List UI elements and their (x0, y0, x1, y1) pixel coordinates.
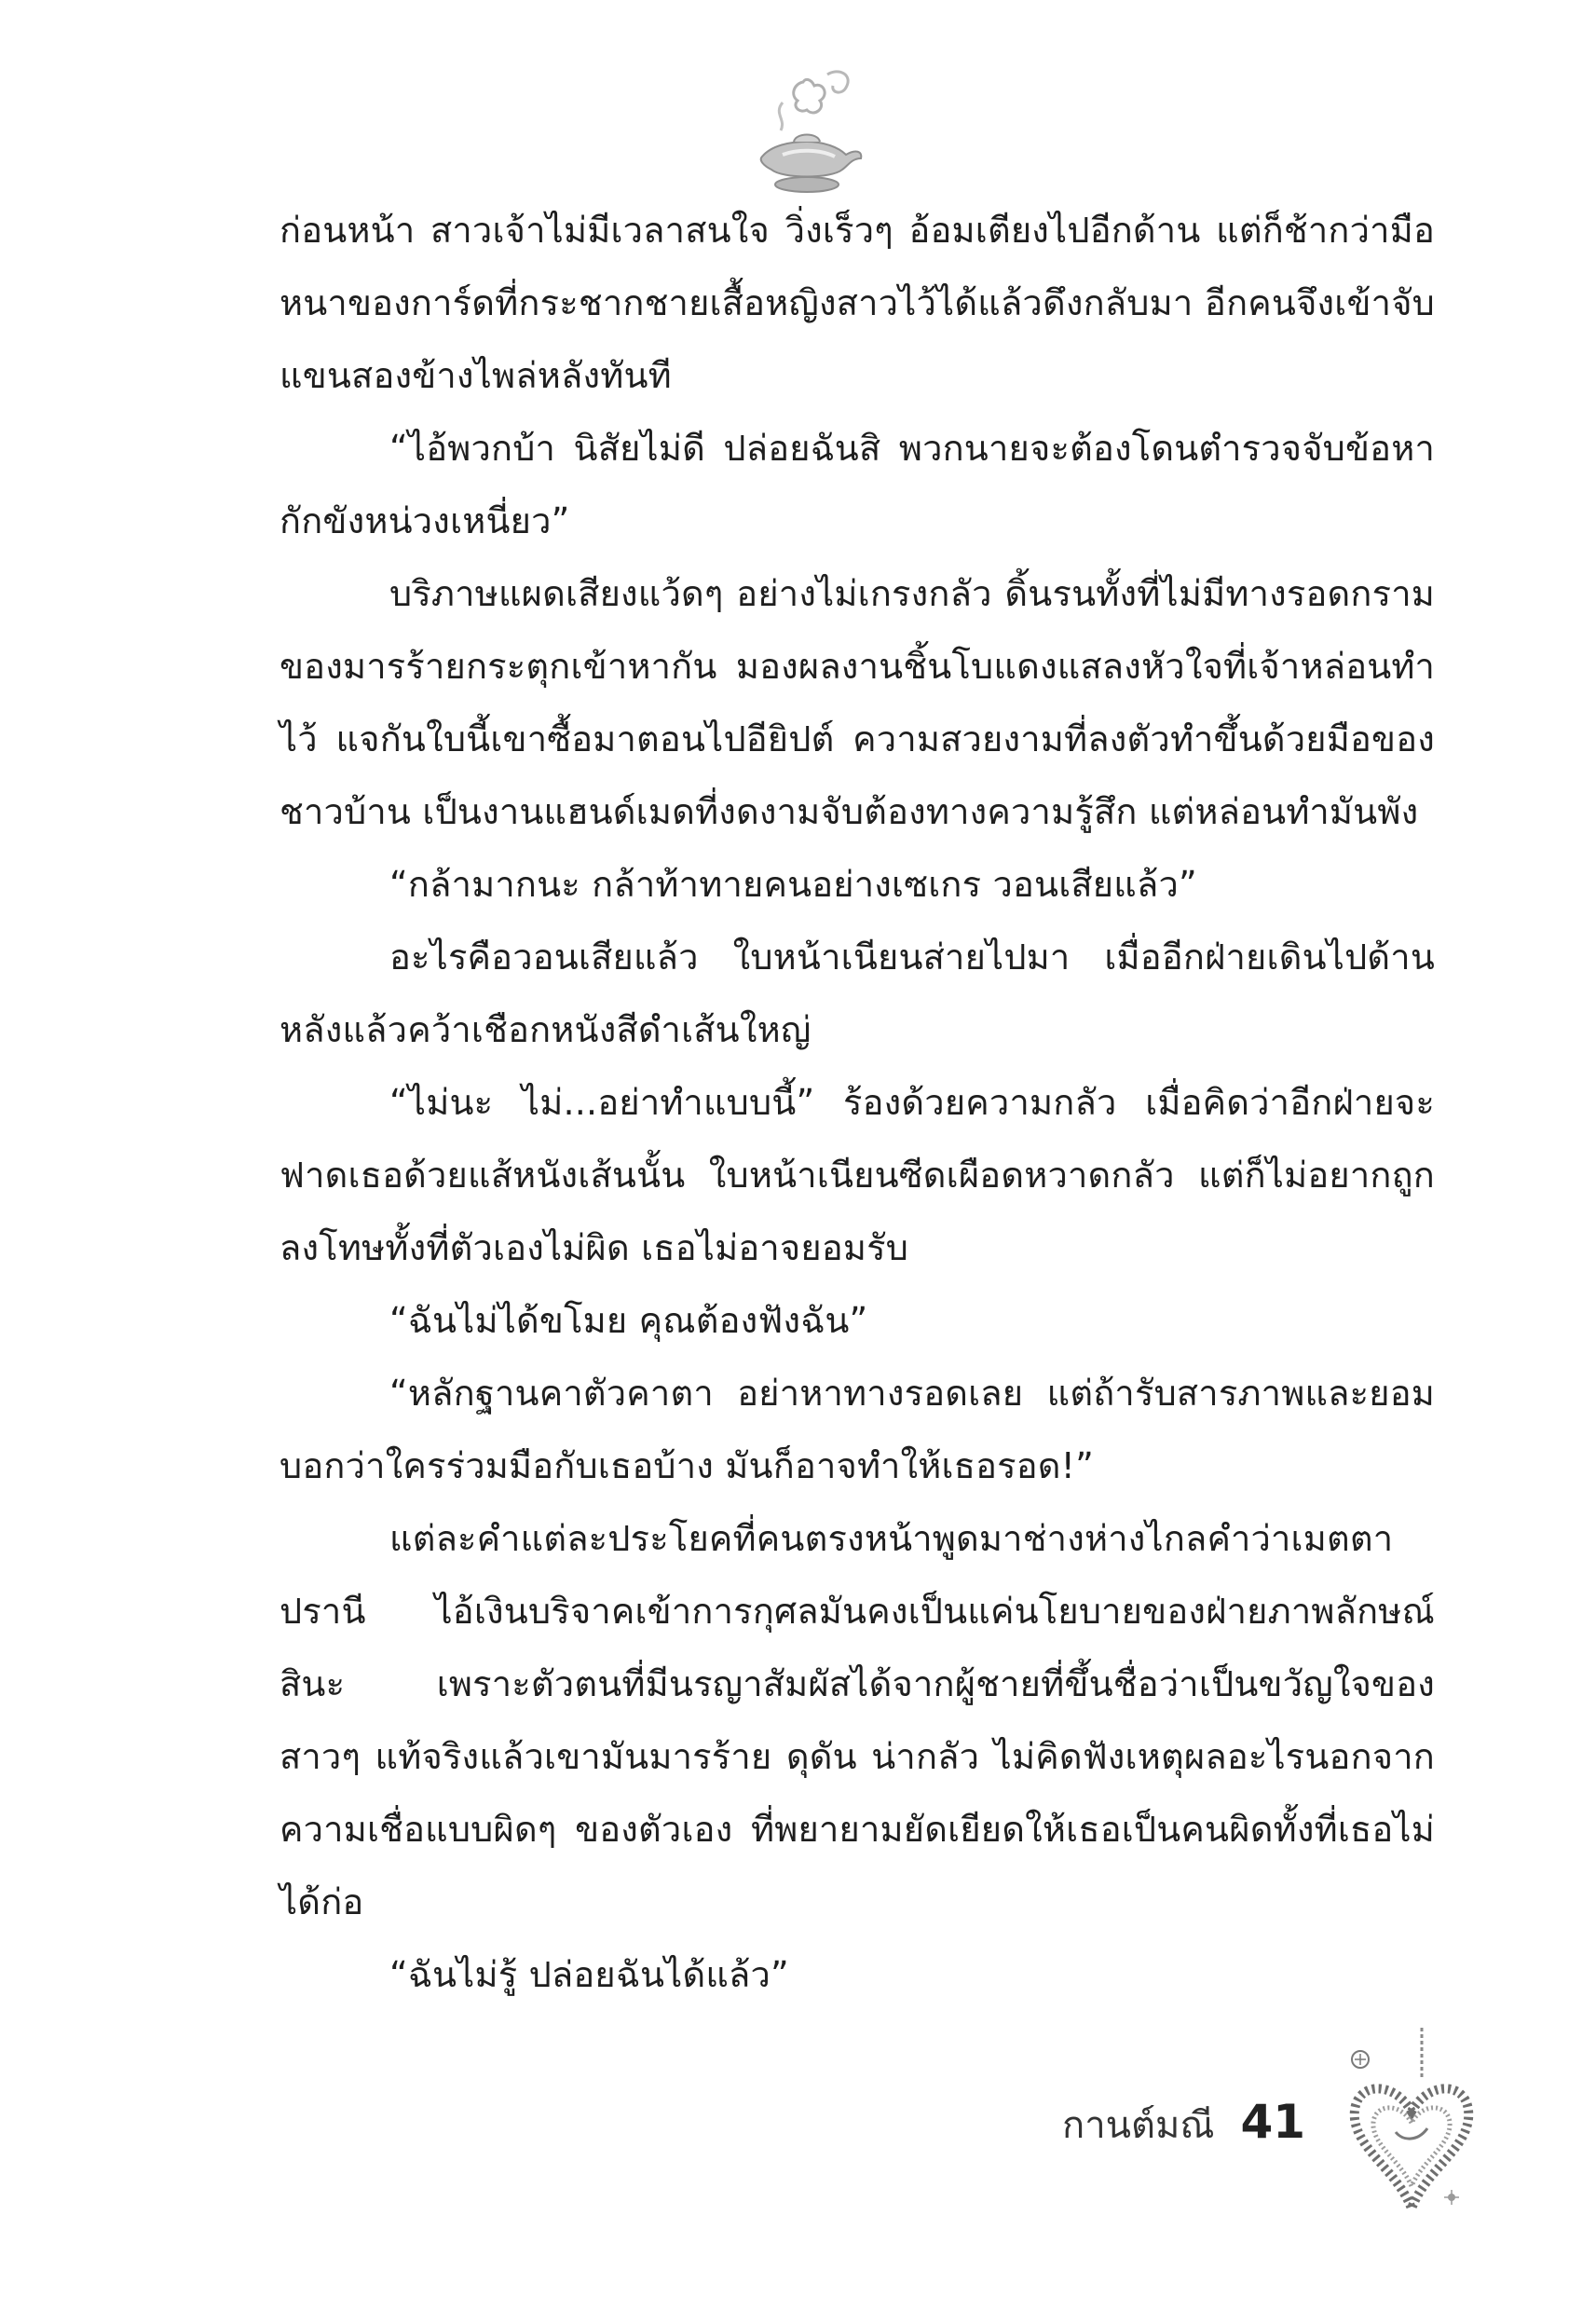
paragraph: “ฉันไม่ได้ขโมย คุณต้องฟังฉัน” (389, 1300, 868, 1341)
jeweled-heart-icon (1342, 2022, 1481, 2236)
book-title: กานต์มณี (1062, 2104, 1215, 2147)
paragraph: “หลักฐานคาตัวคาตา อย่าหาทางรอดเลย แต่ถ้ารับสารภาพและยอมบอกว่าใครร่วมมือกับเธอบ้าง มันก็อาจทำให้เธอรอด!” (280, 1373, 1435, 1486)
paragraph: “ไอ้พวกบ้า นิสัยไม่ดี ปล่อยฉันสิ พวกนายจะต้องโดนตำรวจจับข้อหากักขังหน่วงเหนี่ยว” (280, 428, 1435, 541)
paragraph: “ฉันไม่รู้ ปล่อยฉันได้แล้ว” (389, 1954, 789, 1995)
paragraph: “กล้ามากนะ กล้าท้าทายคนอย่างเซเกร วอนเสียแล้ว” (389, 864, 1197, 905)
body-text (280, 194, 1435, 2011)
page-footer (1062, 2095, 1305, 2160)
paragraph: ก่อนหน้า สาวเจ้าไม่มีเวลาสนใจ วิ่งเร็วๆ อ้อมเตียงไปอีกด้าน แต่ก็ช้ากว่ามือหนาของการ์ดที่กระชากชายเสื้อหญิงสาวไว้ได้แล้วดึงกลับมา อีกคนจึงเข้าจับแขนสองข้างไพล่หลังทันที (280, 210, 1435, 396)
paragraph: “ไม่นะ ไม่...อย่าทำแบบนี้” ร้องด้วยความกลัว เมื่อคิดว่าอีกฝ่ายจะฟาดเธอด้วยแส้หนังเส้นนั้น ใบหน้าเนียนซีดเผือดหวาดกลัว แต่ก็ไม่อยากถูกลงโทษทั้งที่ตัวเองไม่ผิด เธอไม่อาจยอมรับ (280, 1082, 1435, 1268)
paragraph: แต่ละคำแต่ละประโยคที่คนตรงหน้าพูดมาช่างห่างไกลคำว่าเมตตาปรานี ไอ้เงินบริจาคเข้าการกุศลมันคงเป็นแค่นโยบายของฝ่ายภาพลักษณ์สินะ เพราะตัวตนที่มีนรญาสัมผัสได้จากผู้ชายที่ขึ้นชื่อว่าเป็นขวัญใจของสาวๆ แท้จริงแล้วเขามันมารร้าย ดุดัน น่ากลัว ไม่คิดฟังเหตุผลอะไรนอกจากความเชื่อแบบผิดๆ ของตัวเอง ที่พยายามยัดเยียดให้เธอเป็นคนผิดทั้งที่เธอไม่ได้ก่อ (280, 1518, 1435, 1922)
page-number: 41 (1240, 2095, 1306, 2149)
genie-lamp-icon (745, 65, 866, 205)
paragraph: บริภาษแผดเสียงแว้ดๆ อย่างไม่เกรงกลัว ดิ้นรนทั้งที่ไม่มีทางรอดกรามของมารร้ายกระตุกเข้าหากัน มองผลงานชิ้นโบแดงแสลงหัวใจที่เจ้าหล่อนทำไว้ แจกันใบนี้เขาซื้อมาตอนไปอียิปต์ ความสวยงามที่ลงตัวทำขึ้นด้วยมือของชาวบ้าน เป็นงานแฮนด์เมดที่งดงามจับต้องทางความรู้สึก แต่หล่อนทำมันพัง (280, 573, 1435, 832)
paragraph: อะไรคือวอนเสียแล้ว ใบหน้าเนียนส่ายไปมา เมื่ออีกฝ่ายเดินไปด้านหลังแล้วคว้าเชือกหนังสีดำเส้นใหญ่ (280, 937, 1435, 1050)
